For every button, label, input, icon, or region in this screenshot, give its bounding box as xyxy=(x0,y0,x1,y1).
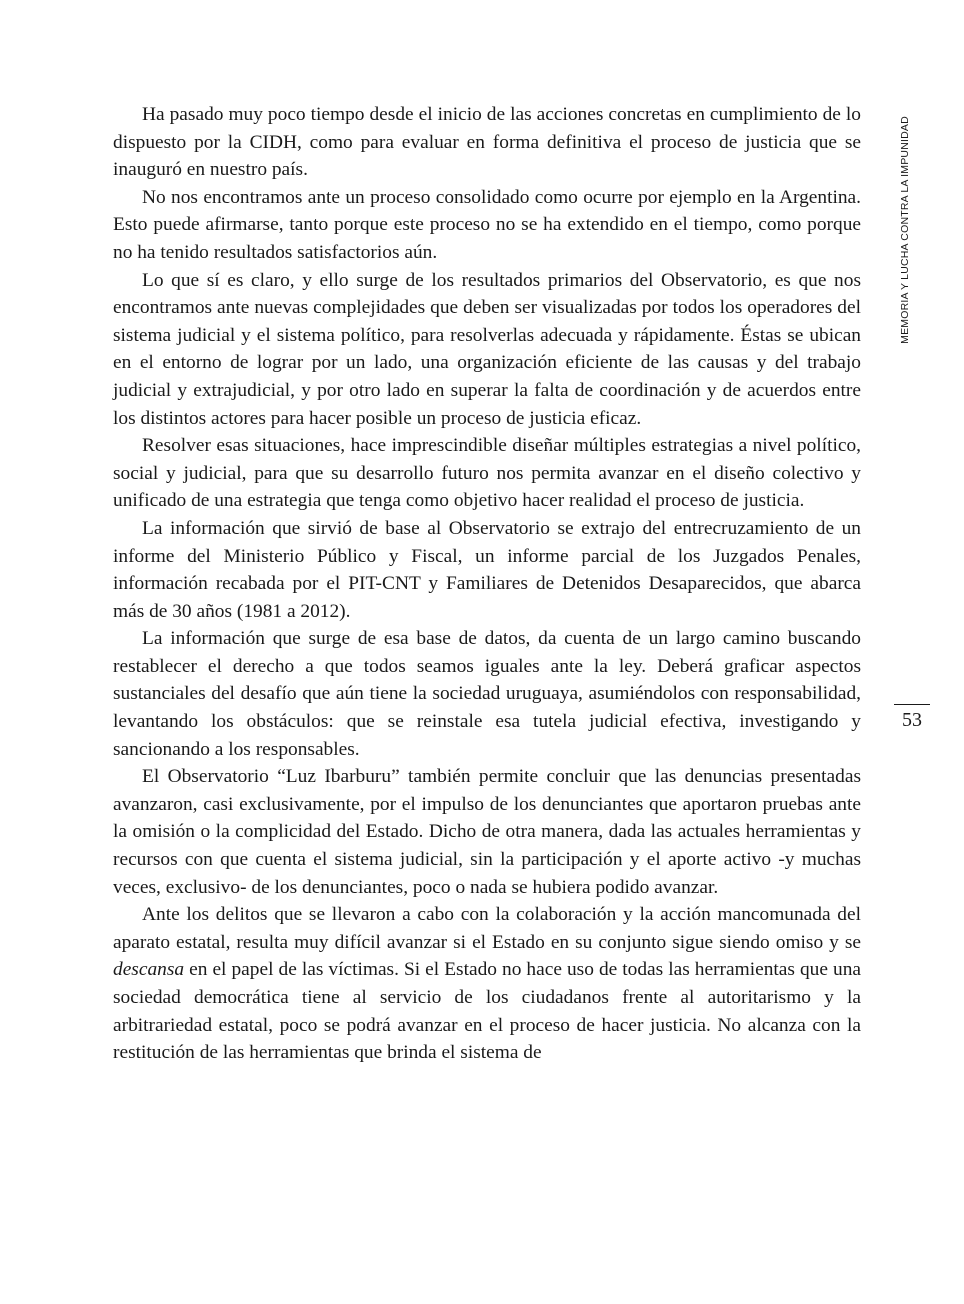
text-run: Ante los delitos que se llevaron a cabo con la colaboración y la acción mancomunada del aparato estatal, resulta muy difícil avanzar si el Estado en su conjunto sigue siendo omiso y se xyxy=(113,904,861,953)
paragraph: Ha pasado muy poco tiempo desde el inicio de las acciones concretas en cumplimiento de lo dispuesto por la CIDH, como para evaluar en forma definitiva el proceso de justicia que se inauguró en nuestro país. xyxy=(113,104,861,181)
paragraph: No nos encontramos ante un proceso consolidado como ocurre por ejemplo en la Argentina. Esto puede afirmarse, tanto porque este proceso no se ha extendido en el tiempo, como porque no ha tenido resultados satisfactorios aún. xyxy=(113,186,861,263)
body-text xyxy=(113,101,861,1067)
paragraph: La información que surge de esa base de datos, da cuenta de un largo camino buscando restablecer el derecho a que todos seamos iguales ante la ley. Deberá graficar aspectos sustanciales del desafío que aún tiene la sociedad uruguaya, asumiéndolos con responsabilidad, levantando los obstáculos: que se reinstale esa tutela judicial efectiva, investigando y sancionando a los responsables. xyxy=(113,628,861,760)
paragraph: Lo que sí es claro, y ello surge de los resultados primarios del Observatorio, es que nos encontramos ante nuevas complejidades que deben ser visualizadas por todos los operadores del sistema judicial y el sistema político, para resolverlas adecuada y rápidamente. Éstas se ubican en el entorno de lograr por un lado, una organización eficiente de las causas y del trabajo judicial y extrajudicial, y por otro lado en superar la falta de coordinación y de acuerdos entre los distintos actores para hacer posible un proceso de justicia eficaz. xyxy=(113,269,861,429)
paragraph: Resolver esas situaciones, hace imprescindible diseñar múltiples estrategias a nivel político, social y judicial, para que su desarrollo futuro nos permita avanzar en el diseño colectivo y unificado de una estrategia que tenga como objetivo hacer realidad el proceso de justicia. xyxy=(113,435,861,512)
page-number-rule xyxy=(894,704,930,705)
paragraph: La información que sirvió de base al Observatorio se extrajo del entrecruzamiento de un informe del Ministerio Público y Fiscal, un informe parcial de los Juzgados Penales, información recabada por el PIT-CNT y Familiares de Detenidos Desaparecidos, que abarca más de 30 años (1981 a 2012). xyxy=(113,517,861,622)
text-run: en el papel de las víctimas. Si el Estado no hace uso de todas las herramientas que una sociedad democrática tiene al servicio de los ciudadanos frente al autoritarismo y la arbitrariedad estatal, poco se podrá avanzar en el proceso de hacer justicia. No alcanza con la restitución de las herramientas que brinda el sistema de xyxy=(113,959,861,1064)
paragraph: El Observatorio “Luz Ibarburu” también permite concluir que las denuncias presentadas avanzaron, casi exclusivamente, por el impulso de los denunciantes que aportaron pruebas ante la omisión o la complicidad del Estado. Dicho de otra manera, dada las actuales herramientas y recursos con que cuenta el sistema judicial, sin la participación y el aporte activo -y muchas veces, exclusivo- de los denunciantes, poco o nada se hubiera podido avanzar. xyxy=(113,766,861,898)
running-head: MEMORIA Y LUCHA CONTRA LA IMPUNIDAD xyxy=(899,116,911,344)
paragraph-last xyxy=(113,901,861,1067)
page-number: 53 xyxy=(902,709,922,731)
italic-word: descansa xyxy=(113,959,185,981)
